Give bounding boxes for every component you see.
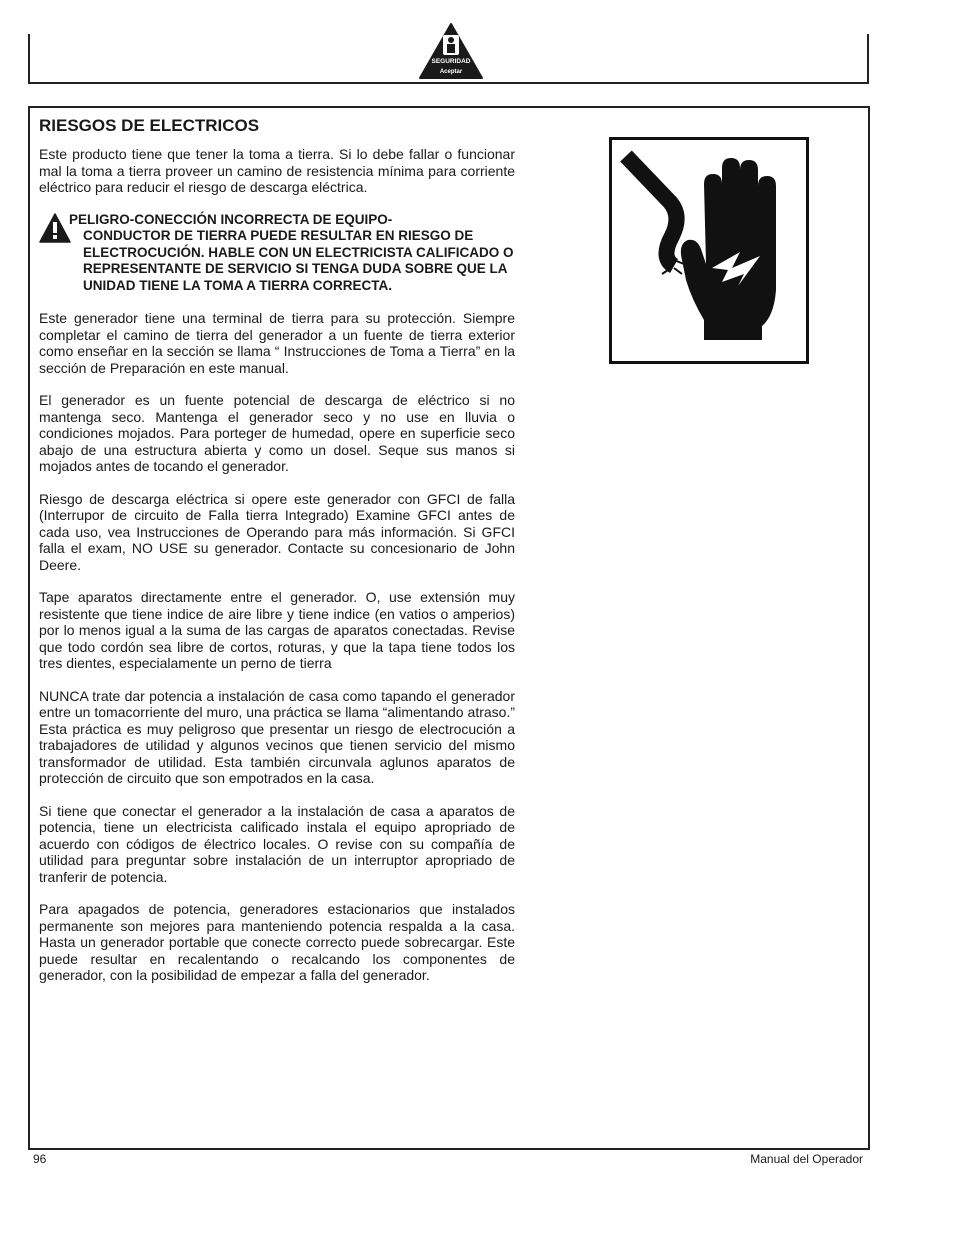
badge-line1: SEGURIDAD [431, 58, 471, 65]
badge-line2: Aceptar [439, 69, 463, 75]
danger-first-line: PELIGRO-CONECCIÓN INCORRECTA DE EQUIPO- [69, 211, 393, 227]
danger-text: CONDUCTOR DE TIERRA PUEDE RESULTAR EN RIESGO DE ELECTROCUCIÓN. HABLE CON UN ELECTRICISTA CALIFICADO O REPRESENTANTE DE SERVICIO SI TENGA DUDA SOBRE QUE LA UNIDAD TIENE LA TOMA A TIERRA CORRECTA. [83, 228, 514, 293]
paragraph-extension-cords: Tape aparatos directamente entre el generador. O, use extensión muy resistente que tiene indice de aire libre y tiene indice (en vatios o amperios) por lo menos igual a la suma de las cargas de aparatos conectadas. Revise que todo cordón sea libre de cortos, roturas, y que la tapa tiene todos los tres dientes, especialamente un perno de tierra [39, 589, 515, 672]
electric-shock-illustration [609, 137, 809, 364]
main-content [39, 116, 515, 1000]
paragraph-stationary-generators: Para apagados de potencia, generadores estacionarios que instalados permanente son mejores para manteniendo potencia respalda a la casa. Hasta un generador portable que conecte correcto puede sobrecargar. Este puede resultar en recalentando o recalcando los componentes de generador, con la posibilidad de empezar a falla del generador. [39, 901, 515, 984]
paragraph-grounding: Este generador tiene una terminal de tierra para su protección. Siempre completar el camino de tierra del generador a un fuente de tierra exterior como enseñar en la sección se llama “ Instrucciones de Toma a Tierra” en la sección de Preparación en este manual. [39, 310, 515, 376]
warning-triangle-icon [39, 212, 71, 244]
section-title: RIESGOS DE ELECTRICOS [39, 116, 260, 135]
paragraph-keep-dry: El generador es un fuente potencial de descarga de eléctrico si no mantenga seco. Mantenga el generador seco y no use en lluvia o condiciones mojados. Para porteger de humedad, opere en superficie seco abajo de una estructura abierta y como un dosel. Seque sus manos si mojados antes de tocando el generador. [39, 392, 515, 475]
paragraph-gfci: Riesgo de descarga eléctrica si opere este generador con GFCI de falla (Interrupor de circuito de Falla tierra Integrado) Examine GFCI antes de cada uso, vea Instrucciones de Operando para más información. Si GFCI falla el exam, NO USE su generador. Contacte su concesionario de John Deere. [39, 490, 515, 573]
safety-badge-icon [416, 22, 486, 80]
paragraph-transfer-switch: Si tiene que conectar el generador a la instalación de casa a aparatos de potencia, tiene un electricista calificado instala el equipo apropriado de acuerdo con códigos de électrico locales. O revise con su compañía de utilidad para preguntar sobre instalación de un interruptor apropriado de tranferir de potencia. [39, 802, 515, 885]
page-number: 96 [33, 1152, 47, 1166]
manual-title: Manual del Operador [750, 1152, 863, 1166]
danger-notice [39, 212, 515, 295]
electric-shock-hand-icon [612, 140, 806, 361]
intro-paragraph: Este producto tiene que tener la toma a tierra. Si lo debe fallar o funcionar mal la toma a tierra proveer un camino de resistencia mínima para corriente eléctrico para reducir el riesgo de descarga eléctrica. [39, 146, 515, 195]
paragraph-backfeeding: NUNCA trate dar potencia a instalación de casa como tapando el generador entre un tomacorriente del muro, una práctica se llama “alimentando atraso.” Esta práctica es muy peligroso que presentar un riesgo de electrocución a trabajadores de utilidad y algunos vecinos que tienen servicio del mismo transformador de utilidad. Esta también circunvala aglunos aparatos de protección de circuito que son empotrados en la casa. [39, 687, 515, 787]
